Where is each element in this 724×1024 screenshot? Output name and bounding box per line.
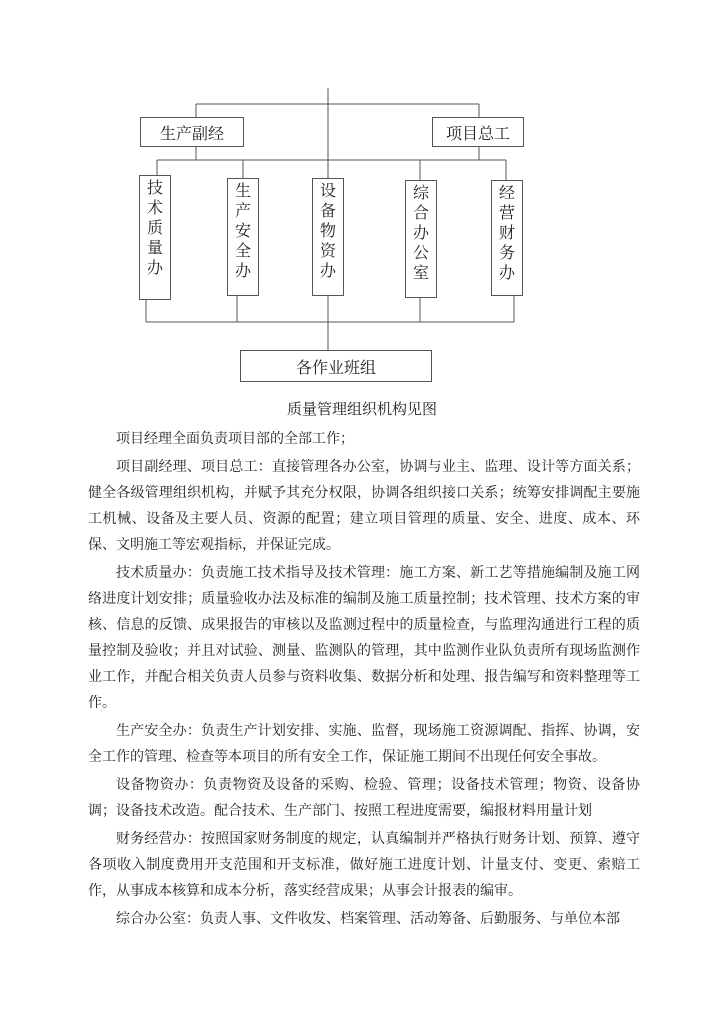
dept-label-char: 设 — [319, 181, 336, 200]
top-right-label: 项目总工 — [445, 123, 510, 143]
dept-box-3 — [312, 178, 344, 296]
paragraph-production-safety: 生产安全办：负责生产计划安排、实施、监督，现场施工资源调配、指挥、协调，安全工作的管理、检查等本项目的所有安全工作，保证施工期间不出现任何安全事故。 — [88, 723, 640, 765]
dept-box-2 — [227, 178, 259, 296]
dept-label-char: 产 — [234, 201, 251, 220]
chart-caption: 质量管理组织机构见图 — [286, 400, 437, 418]
dept-box-5 — [491, 180, 523, 296]
paragraph-finance: 财务经营办：按照国家财务制度的规定，认真编制并严格执行财务计划、预算、遵守各项收入制度费用开支范围和开支标准，做好施工进度计划、计量支付、变更、索赔工作，从事成本核算和成本分析，落实经营成果；从事会计报表的编审。 — [88, 831, 640, 899]
paragraph-admin: 综合办公室：负责人事、文件收发、档案管理、活动筹备、后勤服务、与单位本部 — [116, 911, 620, 927]
dept-label-char: 办 — [234, 261, 251, 280]
dept-label-char: 办 — [412, 223, 429, 242]
bottom-box — [240, 350, 432, 382]
dept-label-char: 术 — [146, 198, 163, 217]
dept-label-char: 资 — [319, 241, 336, 260]
dept-label-char: 营 — [498, 203, 515, 222]
top-right-box — [432, 117, 524, 147]
paragraph-equipment: 设备物资办：负责物资及设备的采购、检验、管理；设备技术管理；物资、设备协调；设备技术改造。配合技术、生产部门、按照工程进度需要，编报材料用量计划 — [88, 777, 640, 819]
dept-label-char: 公 — [412, 243, 429, 262]
dept-label-char: 财 — [498, 223, 515, 242]
dept-label-char: 室 — [412, 263, 429, 282]
dept-label-char: 全 — [234, 241, 251, 260]
dept-label-char: 办 — [498, 263, 515, 282]
dept-label-char: 合 — [412, 203, 429, 222]
bottom-label: 各作业班组 — [295, 357, 376, 377]
top-left-label: 生产副经 — [159, 123, 224, 143]
dept-label-char: 办 — [319, 261, 336, 280]
dept-label-char: 质 — [146, 218, 163, 237]
dept-label-char: 综 — [412, 183, 429, 202]
org-chart — [0, 0, 724, 390]
paragraph-deputy: 项目副经理、项目总工：直接管理各办公室，协调与业主、监理、设计等方面关系；健全各级管理组织机构，并赋予其充分权限，协调各组织接口关系；统筹安排调配主要施工机械、设备及主要人员、资源的配置；建立项目管理的质量、安全、进度、成本、环保、文明施工等宏观指标，并保证完成。 — [88, 459, 640, 553]
paragraph-tech-quality: 技术质量办：负责施工技术指导及技术管理：施工方案、新工艺等措施编制及施工网络进度计划安排；质量验收办法及标准的编制及施工质量控制；技术管理、技术方案的审核、信息的反馈、成果报告的审核以及监测过程中的质量检查，与监理沟通进行工程的质量控制及验收；并且对试验、测量、监测队的管理，其中监测作业队负责所有现场监测作业工作，并配合相关负责人员参与资料收集、数据分析和处理、报告编写和资料整理等工作。 — [88, 565, 640, 711]
dept-label-char: 办 — [146, 258, 163, 277]
dept-label-char: 安 — [234, 221, 251, 240]
top-left-box — [140, 117, 244, 147]
dept-label-char: 务 — [498, 243, 515, 262]
dept-label-char: 生 — [234, 181, 251, 200]
org-chart-connectors — [0, 0, 724, 390]
body-text — [88, 426, 640, 934]
dept-label-char: 备 — [319, 201, 336, 220]
dept-box-4 — [405, 180, 437, 298]
paragraph-manager: 项目经理全面负责项目部的全部工作； — [116, 431, 354, 447]
dept-box-1 — [139, 175, 171, 300]
dept-label-char: 经 — [498, 183, 515, 202]
dept-label-char: 物 — [319, 221, 336, 240]
dept-label-char: 技 — [146, 178, 163, 197]
dept-label-char: 量 — [146, 238, 163, 257]
